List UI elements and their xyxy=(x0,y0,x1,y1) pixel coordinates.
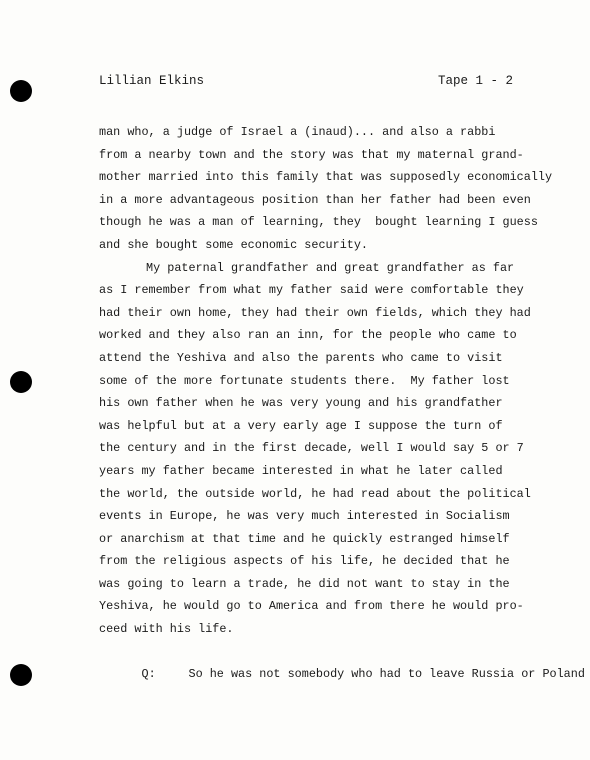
question-label: Q: xyxy=(141,667,156,682)
text-line: the world, the outside world, he had read about the political xyxy=(99,486,531,501)
text-line: some of the more fortunate students there. My father lost xyxy=(99,373,510,388)
binder-hole xyxy=(10,80,32,102)
text-line: My paternal grandfather and great grandfather as far xyxy=(146,260,515,275)
interviewee-name: Lillian Elkins xyxy=(99,74,205,88)
tape-number: Tape 1 - 2 xyxy=(437,74,513,88)
text-line: Yeshiva, he would go to America and from there he would pro- xyxy=(99,599,524,614)
page-header xyxy=(99,74,513,92)
text-line: mother married into this family that was supposedly economically xyxy=(99,170,553,185)
text-line: years my father became interested in what he later called xyxy=(99,463,503,478)
text-line: was helpful but at a very early age I suppose the turn of xyxy=(99,418,503,433)
text-line: ceed with his life. xyxy=(99,622,234,637)
paragraph-2 xyxy=(99,257,549,641)
text-line: from a nearby town and the story was that my maternal grand- xyxy=(99,147,524,162)
text-line: was going to learn a trade, he did not want to stay in the xyxy=(99,576,510,591)
text-line: though he was a man of learning, they bought learning I guess xyxy=(99,215,538,230)
transcript-body xyxy=(99,121,585,682)
paragraph-1 xyxy=(99,121,553,257)
text-line: the century and in the first decade, well I would say 5 or 7 xyxy=(99,441,524,456)
text-line: in a more advantageous position than her father had been even xyxy=(99,192,531,207)
text-line: from the religious aspects of his life, he decided that he xyxy=(99,554,510,569)
text-line: as I remember from what my father said were comfortable they xyxy=(99,283,524,298)
binder-hole xyxy=(10,371,32,393)
question-line xyxy=(99,641,585,682)
text-line: had their own home, they had their own fields, which they had xyxy=(99,305,531,320)
text-line: man who, a judge of Israel a (inaud)... and also a rabbi xyxy=(99,125,496,139)
text-line: his own father when he was very young and his grandfather xyxy=(99,396,503,411)
text-line: events in Europe, he was very much interested in Socialism xyxy=(99,509,510,524)
text-line: and she bought some economic security. xyxy=(99,237,369,252)
text-line: attend the Yeshiva and also the parents who came to visit xyxy=(99,350,503,365)
question-text: So he was not somebody who had to leave Russia or Poland xyxy=(188,667,585,682)
binder-hole xyxy=(10,664,32,686)
text-line: worked and they also ran an inn, for the people who came to xyxy=(99,328,517,343)
text-line: or anarchism at that time and he quickly estranged himself xyxy=(99,531,510,546)
